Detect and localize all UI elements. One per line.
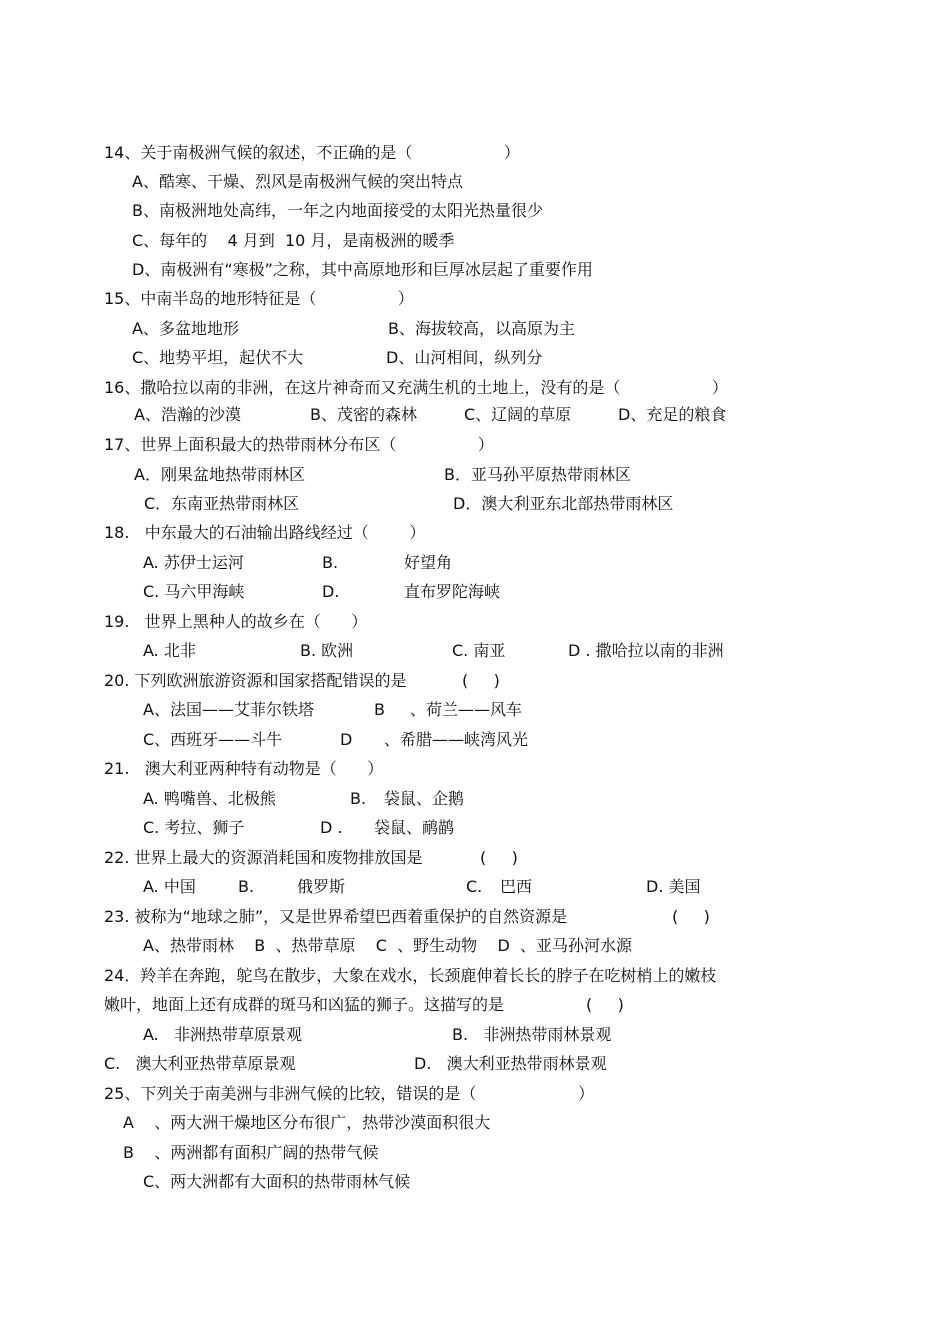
q19-option-b: B. 欧洲 [300,641,354,660]
q21-option-b-letter: B. [350,789,367,808]
q24-stem-line1: 24．羚羊在奔跑，鸵鸟在散步，大象在戏水，长颈鹿伸着长长的脖子在吃树梢上的嫩枝 [104,966,717,985]
q25-option-a: A 、两大洲干燥地区分布很广，热带沙漠面积很大 [123,1113,491,1132]
q18-option-d: 直布罗陀海峡 [404,582,501,601]
q23-stem: 23. 被称为“地球之肺”，又是世界希望巴西着重保护的自然资源是 [104,907,568,926]
q22-stem: 22. 世界上最大的资源消耗国和废物排放国是 [104,848,423,867]
q22-answer-paren: ( ) [480,848,518,867]
q22-option-d: D. 美国 [646,877,701,896]
q20-option-d-letter: D [340,730,353,749]
q18-option-a: A. 苏伊士运河 [143,553,244,572]
q15-option-d: D、山河相间，纵列分 [386,348,543,367]
q21-option-c: C. 考拉、狮子 [143,818,245,837]
q17-option-d: D．澳大利亚东北部热带雨林区 [453,494,674,513]
q24-option-c: C. 澳大利亚热带草原景观 [104,1054,296,1073]
q18-option-c: C. 马六甲海峡 [143,582,245,601]
q16-option-d: D、充足的粮食 [618,405,727,424]
q22-option-c-letter: C. [466,877,483,896]
q15-stem: 15、中南半岛的地形特征是（ ） [104,289,414,308]
q25-option-c: C、两大洲都有大面积的热带雨林气候 [143,1172,411,1191]
q20-option-a: A、法国——艾菲尔铁塔 [143,700,314,719]
q14-option-b: B、南极洲地处高纬，一年之内地面接受的太阳光热量很少 [132,201,543,220]
q16-option-a: A、浩瀚的沙漠 [134,405,241,424]
q18-option-d-letter: D. [322,582,340,601]
q15-option-a: A、多盆地地形 [132,319,239,338]
q21-option-d-letter: D . [320,818,343,837]
q19-option-c: C. 南亚 [452,641,506,660]
q22-option-c: 巴西 [500,877,533,896]
q19-option-a: A. 北非 [143,641,196,660]
q21-stem: 21. 澳大利亚两种特有动物是（ ） [104,759,384,778]
q15-option-b: B、海拔较高，以高原为主 [388,319,575,338]
q17-option-a: A．刚果盆地热带雨林区 [134,465,305,484]
q18-option-b: 好望角 [404,553,453,572]
q24-option-b: B. 非洲热带雨林景观 [452,1025,612,1044]
q15-option-c: C、地势平坦，起伏不大 [132,348,304,367]
q20-stem: 20. 下列欧洲旅游资源和国家搭配错误的是 [104,671,407,690]
q17-option-c: C．东南亚热带雨林区 [144,494,300,513]
q16-option-c: C、辽阔的草原 [464,405,572,424]
q18-option-b-letter: B. [322,553,339,572]
q14-option-d: D、南极洲有“寒极”之称，其中高原地形和巨厚冰层起了重要作用 [132,260,593,279]
q14-option-a: A、酷寒、干燥、烈风是南极洲气候的突出特点 [132,172,463,191]
q14-option-c: C、每年的 4 月到 10 月，是南极洲的暖季 [132,231,455,250]
q24-stem-line2: 嫩叶，地面上还有成群的斑马和凶猛的狮子。这描写的是 [104,995,505,1014]
q14-stem: 14、关于南极洲气候的叙述，不正确的是（ ） [104,143,520,162]
q17-option-b: B．亚马孙平原热带雨林区 [444,465,631,484]
q24-answer-paren: ( ) [586,995,624,1014]
q18-stem: 18. 中东最大的石油输出路线经过（ ） [104,523,426,542]
q20-option-d: 、希腊——峡湾风光 [384,730,529,749]
q20-answer-paren: ( ) [462,671,500,690]
q23-answer-paren: ( ) [672,907,710,926]
q21-option-a: A. 鸭嘴兽、北极熊 [143,789,276,808]
q22-option-b-letter: B. [238,877,255,896]
q24-option-d: D. 澳大利亚热带雨林景观 [414,1054,607,1073]
q19-stem: 19. 世界上黑种人的故乡在（ ） [104,612,368,631]
q16-option-b: B、茂密的森林 [310,405,417,424]
q19-option-d: D . 撒哈拉以南的非洲 [568,641,724,660]
q24-option-a: A. 非洲热带草原景观 [143,1025,303,1044]
q16-stem: 16、撒哈拉以南的非洲，在这片神奇而又充满生机的土地上，没有的是（ ） [104,378,728,397]
q22-option-b: 俄罗斯 [297,877,346,896]
q25-stem: 25、下列关于南美洲与非洲气候的比较，错误的是（ ） [104,1084,595,1103]
q25-option-b: B 、两洲都有面积广阔的热带气候 [123,1143,379,1162]
q21-option-d: 袋鼠、鸸鹋 [374,818,455,837]
q17-stem: 17、世界上面积最大的热带雨林分布区（ ） [104,435,494,454]
q20-option-c: C、西班牙——斗牛 [143,730,283,749]
q21-option-b: 袋鼠、企鹅 [384,789,465,808]
q23-options: A、热带雨林 B 、热带草原 C 、野生动物 D 、亚马孙河水源 [143,936,632,955]
q20-option-b: 、荷兰——风车 [410,700,523,719]
q22-option-a: A. 中国 [143,877,196,896]
q20-option-b-letter: B [374,700,385,719]
